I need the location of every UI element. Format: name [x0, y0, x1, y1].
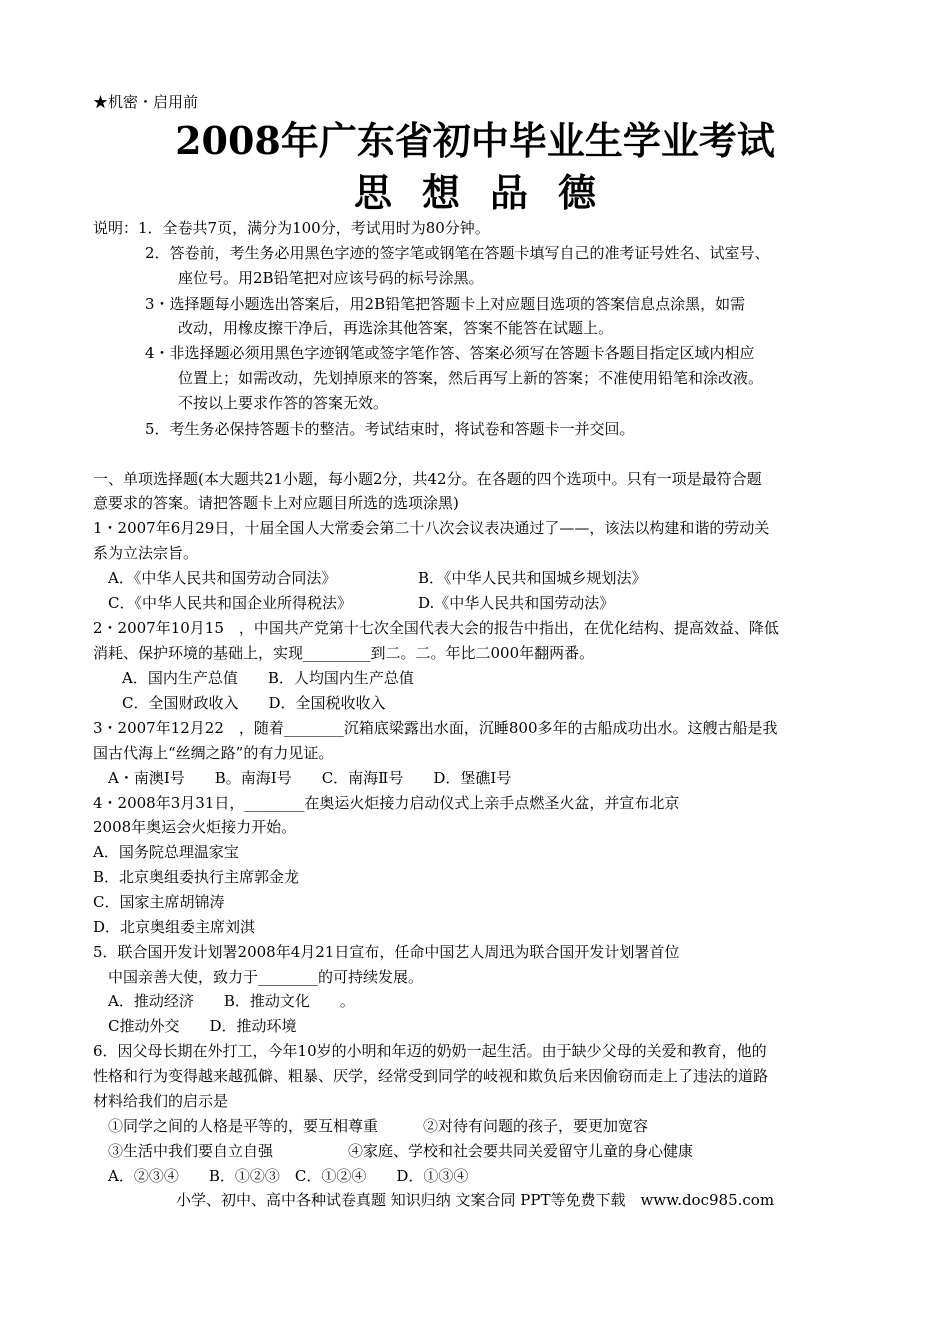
confidential-mark: ★机密・启用前 [93, 93, 199, 111]
instruction-line: 座位号。用2B铅笔把对应该号码的标号涂黑。 [178, 269, 484, 287]
question-text: 中国亲善大使，致力于________的可持续发展。 [108, 968, 424, 986]
question-text: 4・2008年3月31日，________在奥运火炬接力启动仪式上亲手点燃圣火盆，并宣布北京 [93, 794, 680, 812]
question-text: 1・2007年6月29日，十届全国人大常委会第二十八次会议表决通过了——，该法以构建和谐的劳动关 [93, 519, 770, 537]
answer-option: C推动外交 D．推动环境 [108, 1017, 297, 1035]
answer-option: A・南澳Ⅰ号 B。南海Ⅰ号 C．南海Ⅱ号 D．堡礁Ⅰ号 [108, 769, 512, 787]
question-text: 性格和行为变得越来越孤僻、粗暴、厌学，经常受到同学的岐视和欺负后来因偷窃而走上了违法的道路 [93, 1067, 769, 1085]
subject-title: 思想品德 [353, 170, 626, 215]
answer-option: C．国家主席胡锦涛 [93, 893, 225, 911]
section-heading: 一、单项选择题(本大题共21小题，每小题2分，共42分。在各题的四个选项中。只有一项是最符合题 [93, 470, 762, 488]
instruction-line: 3・选择题每小题选出答案后，用2B铅笔把答题卡上对应题目选项的答案信息点涂黑，如需 [145, 295, 746, 313]
answer-option: D．北京奥组委主席刘淇 [93, 918, 256, 936]
instruction-line: 位置上；如需改动，先划掉原来的答案，然后再写上新的答案；不准使用铅笔和涂改液。 [178, 369, 764, 387]
instruction-line: 不按以上要求作答的答案无效。 [178, 394, 389, 412]
question-text: 系为立法宗旨。 [93, 544, 199, 562]
instruction-line: 说明：1．全卷共7页，满分为100分，考试用时为80分钟。 [93, 219, 490, 237]
question-text: 国古代海上“丝绸之路”的有力见证。 [93, 744, 334, 762]
answer-option: B．北京奥组委执行主席郭金龙 [93, 868, 300, 886]
answer-option: C．全国财政收入 D．全国税收收入 [122, 694, 386, 712]
instruction-line: 2．答卷前，考生务必用黑色字迹的签字笔或钢笔在答题卡填写自己的准考证号姓名、试室号、 [145, 244, 770, 262]
question-text: 2・2007年10月15 ，中国共产党第十七次全国代表大会的报告中指出，在优化结构、提高效益、降低 [93, 619, 779, 637]
answer-option: D.《中华人民共和国劳动法》 [418, 594, 615, 612]
question-text: 3・2007年12月22 ，随着________沉箱底梁露出水面，沉睡800多年的古船成功出水。这艘古船是我 [93, 719, 778, 737]
question-text: 消耗、保护环境的基础上，实现_________到二。二。年比二000年翻两番。 [93, 644, 595, 662]
answer-option: A．《中华人民共和国劳动合同法》 [108, 569, 337, 587]
instruction-line: 4・非选择题必须用黑色字迹钢笔或签字笔作答、答案必须写在答题卡各题目指定区域内相应 [145, 344, 755, 362]
instruction-line: 5．考生务必保持答题卡的整洁。考试结束时，将试卷和答题卡一并交回。 [145, 420, 635, 438]
answer-option: A．推动经济 B．推动文化 。 [108, 992, 355, 1010]
question-text: 5．联合国开发计划署2008年4月21日宣布，任命中国艺人周迅为联合国开发计划署首位 [93, 943, 680, 961]
answer-option: B．《中华人民共和国城乡规划法》 [418, 569, 647, 587]
question-text: 2008年奥运会火炬接力开始。 [93, 818, 297, 836]
answer-option: C．《中华人民共和国企业所得税法》 [108, 594, 352, 612]
section-heading: 意要求的答案。请把答题卡上对应题目所选的选项涂黑) [93, 494, 459, 512]
answer-statement: ①同学之间的人格是平等的，要互相尊重 ②对待有问题的孩子，要更加宽容 [108, 1117, 649, 1135]
instruction-line: 改动，用橡皮擦干净后，再选涂其他答案，答案不能答在试题上。 [178, 319, 614, 337]
answer-option: A．②③④ B．①②③ C．①②④ D．①③④ [108, 1167, 469, 1185]
exam-title: 2008年广东省初中毕业生学业考试 [175, 118, 775, 163]
answer-option: A．国务院总理温家宝 [93, 843, 239, 861]
footer-text: 小学、初中、高中各种试卷真题 知识归纳 文案合同 PPT等免费下载 www.doc985.com [175, 1191, 775, 1209]
question-text: 材料给我们的启示是 [93, 1092, 229, 1110]
answer-statement: ③生活中我们要自立自强 ④家庭、学校和社会要共同关爱留守儿童的身心健康 [108, 1142, 694, 1160]
question-text: 6．因父母长期在外打工，今年10岁的小明和年迈的奶奶一起生活。由于缺少父母的关爱和教育，他的 [93, 1042, 767, 1060]
answer-option: A．国内生产总值 B．人均国内生产总值 [122, 669, 414, 687]
